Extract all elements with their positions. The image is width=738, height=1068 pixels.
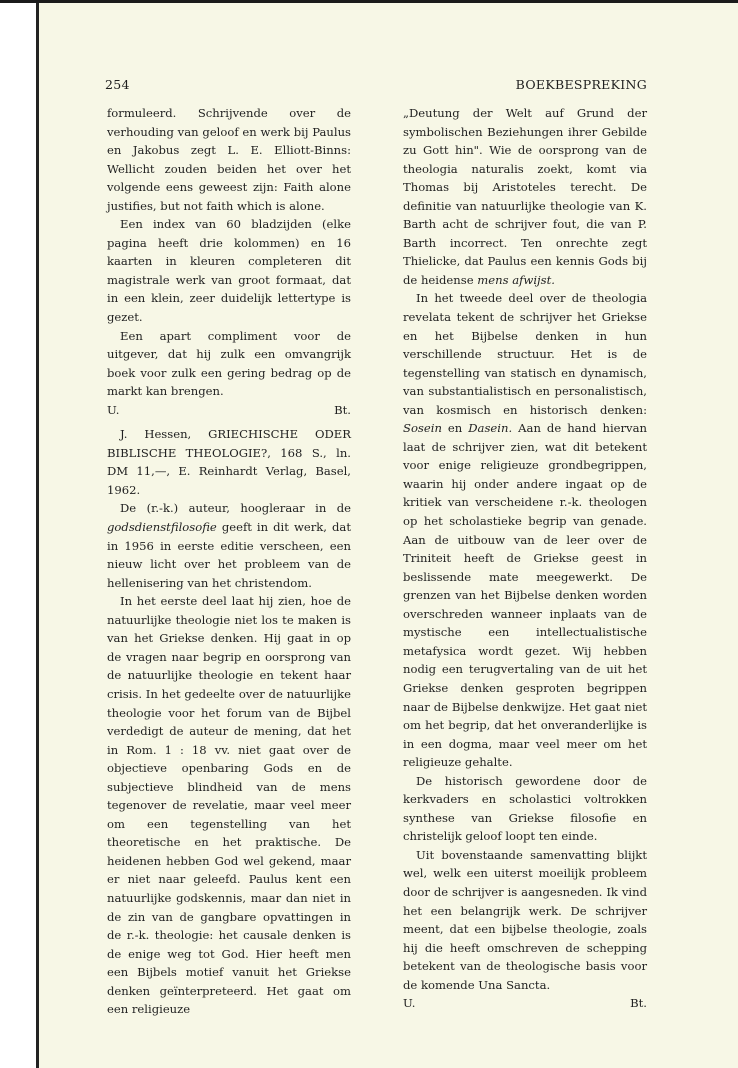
text-run: geeft in dit werk, dat in 1956 in eerste editie verscheen, een nieuw licht over het probleem van de hellenisering van het christendom. — [107, 520, 351, 590]
review-signature — [107, 401, 351, 420]
page-number: 254 — [105, 77, 130, 92]
signature-author: Bt. — [630, 996, 647, 1011]
right-column — [403, 104, 647, 1019]
paragraph — [107, 499, 351, 592]
text-run: Aan de hand hiervan laat de schrijver zien, wat dit betekent voor enige religieuze grondbegrippen, waarin hij onder andere ingaat op de kritiek van verscheidene r.-k. theologen op het scholastieke begrip van genade. Aan de uitbouw van de leer over de Triniteit heeft de Griekse geest in beslissende mate meegewerkt. De grenzen van het Bijbelse denken worden overschreden wanneer inplaats van de mystische een intellectualistische metafysica wordt gezet. Wij hebben nodig een terugvertaling van de uit het Griekse denken gesproten begrippen naar de Bijbelse denkwijze. Het gaat niet om het begrip, dat het onveranderlijke is in een dogma, maar veel meer om het religieuze gehalte. — [403, 421, 647, 770]
emphasis: Sosein — [403, 421, 442, 436]
emphasis: godsdienstfilosofie — [107, 520, 217, 535]
paragraph — [403, 289, 647, 771]
paragraph: In het eerste deel laat hij zien, hoe de natuurlijke theologie niet los te maken is van het Griekse denken. Hij gaat in op de vragen naar begrip en oorsprong van de natuurlijke theologie en tekent haar crisis. In het gedeelte over de natuurlijke theologie voor het forum van de Bijbel verdedigt de auteur de mening, dat het in Rom. 1 : 18 vv. niet gaat over de objectieve openbaring Gods en de subjectieve blindheid van de mens tegenover de revelatie, maar veel meer om een tegenstelling van het theoretische en het praktische. De heidenen hebben God wel gekend, maar er niet naar geleefd. Paulus kent een natuurlijke godskennis, maar dan niet in de zin van de gangbare opvattingen in de r.-k. theologie: het causale denken is de enige weg tot God. Hier heeft men een Bijbels motief vanuit het Griekse denken geïnterpreteerd. Het gaat om een religieuze — [107, 594, 351, 1017]
left-column — [107, 104, 351, 1019]
paragraph: Uit bovenstaande samenvatting blijkt wel, welk een uiterst moeilijk probleem door de schrijver is aangesneden. Ik vind het een belangrijk werk. De schrijver meent, dat een bijbelse theologie, zoals hij die heeft omschreven de schepping betekent van de theologische basis voor de komende Una Sancta. — [403, 847, 647, 992]
paragraph: De historisch gewordene door de kerkvaders en scholastici voltrokken synthese van Griekse filosofie en christelijk geloof loopt ten einde. — [403, 773, 647, 844]
text-run: „Deutung der Welt auf Grund der symbolischen Beziehungen ihrer Gebilde zu Gott hin". Wie de oorsprong van de theologia naturalis zoekt, komt via Thomas bij Aristoteles terecht. De definitie van natuurlijke theologie van K. Barth acht de schrijver fout, die van P. Barth incorrect. Ten onrechte zegt Thielicke, dat Paulus een kennis Gods bij de heidense — [403, 106, 647, 287]
running-header — [105, 77, 647, 92]
paragraph: Een index van 60 bladzijden (elke pagina heeft drie kolommen) en 16 kaarten in kleuren completeren dit magistrale werk van groot formaat, dat in een klein, zeer duidelijk lettertype is gezet. — [107, 217, 351, 325]
book-citation: J. Hessen, GRIECHISCHE ODER BIBLISCHE THEOLOGIE?, 168 S., ln. DM 11,—, E. Reinhardt Verlag, Basel, 1962. — [107, 427, 351, 497]
running-title: BOEKBESPREKING — [515, 77, 647, 92]
paragraph: formuleerd. Schrijvende over de verhouding van geloof en werk bij Paulus en Jakobus zegt L. E. Elliott-Binns: Wellicht zouden beiden het over het volgende eens geweest zijn: Faith alone justifies, but not faith which is alone. — [107, 106, 351, 213]
signature-initial: U. — [403, 996, 416, 1011]
signature-author: Bt. — [334, 402, 351, 417]
text-run: en — [441, 421, 469, 436]
emphasis: mens afwijst. — [477, 272, 555, 287]
text-run: In het tweede deel over de theologia revelata tekent de schrijver het Griekse en het Bijbelse denken in hun verschillende structuur. Het is de tegenstelling van statisch en dynamisch, van substantialistisch en personalistisch, van kosmisch en historisch denken: — [403, 291, 647, 417]
emphasis: Dasein. — [468, 421, 513, 436]
paragraph — [403, 104, 647, 289]
review-signature — [403, 994, 647, 1013]
text-run: De (r.-k.) auteur, hoogleraar in de — [120, 501, 351, 516]
paragraph: Een apart compliment voor de uitgever, dat hij zulk een omvangrijk boek voor zulk een gering bedrag op de markt kan brengen. — [107, 328, 351, 399]
signature-initial: U. — [107, 402, 120, 417]
